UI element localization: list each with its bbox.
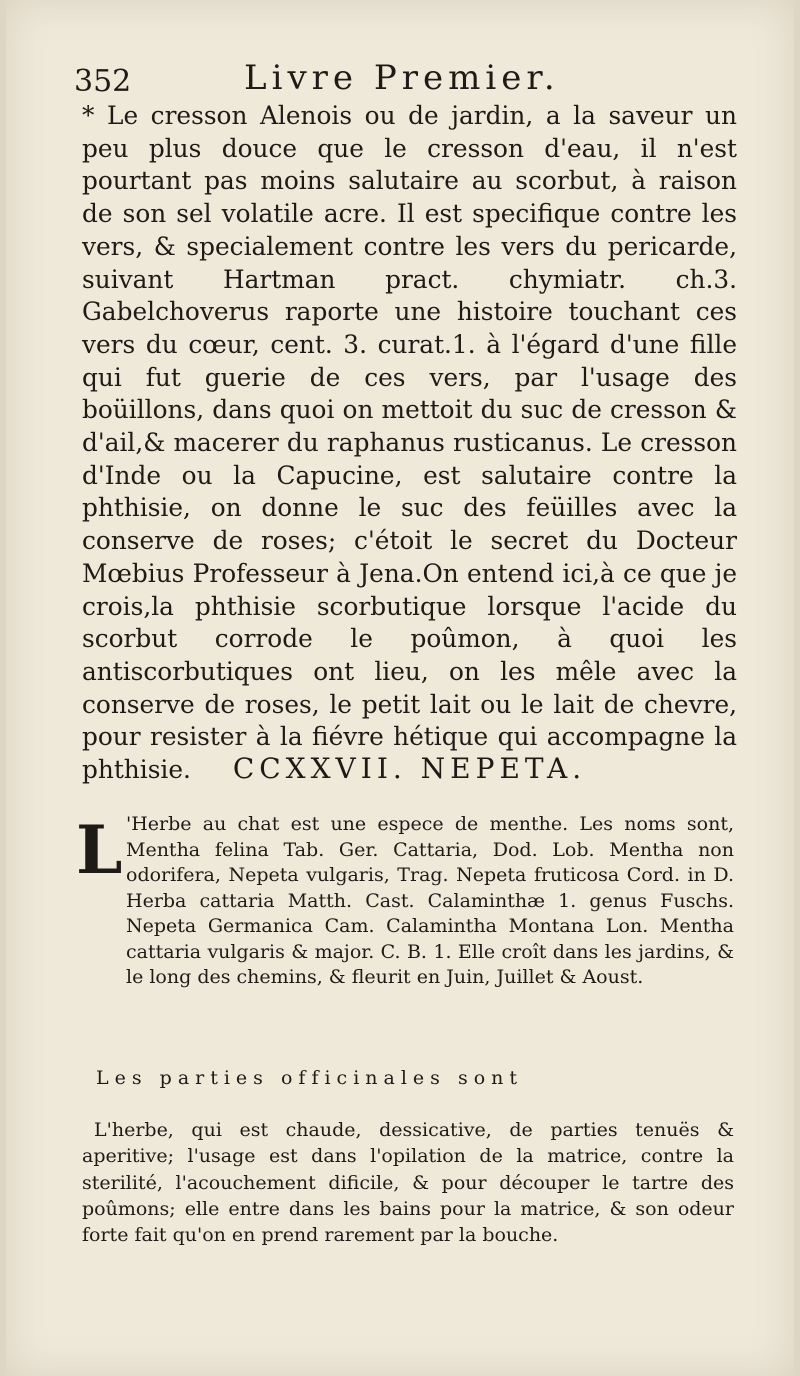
subheading-parties-officinales: Les parties officinales sont bbox=[96, 1067, 524, 1089]
running-title: Livre Premier. bbox=[244, 58, 560, 98]
paragraph-herbe: L'herbe, qui est chaude, dessicative, de parties tenuës & aperitive; l'usage est dans l'opilation de la matrice, contre la sterilité, l'acouchement dificile, & pour découper le tartre des poûmons; elle entre dans les bains pour la matrice, & son odeur forte fait qu'on en prend rarement par la bouche. bbox=[82, 1119, 734, 1247]
book-page bbox=[6, 0, 794, 1376]
drop-cap: L bbox=[76, 811, 123, 889]
page-number: 352 bbox=[74, 64, 132, 99]
section-heading: CCXXVII. NEPETA. bbox=[232, 752, 587, 785]
paragraph-nepeta: 'Herbe au chat est une espece de menthe. Les noms sont, Mentha felina Tab. Ger. Cattaria, Dod. Lob. Mentha non odorifera, Nepeta vulgaris, Trag. Nepeta fruticosa Cord. in D. Herba cattaria Matth. Cast. Calaminthæ 1. genus Fuschs. Nepeta Germanica Cam. Calamintha Montana Lon. Mentha cattaria vulgaris & major. C. B. 1. Elle croît dans les jardins, & le long des chemins, & fleurit en Juin, Juillet & Aoust. bbox=[126, 813, 734, 988]
paragraph-cresson: * Le cresson Alenois ou de jardin, a la saveur un peu plus douce que le cresson d'eau, il n'est pourtant pas moins salutaire au scorbut, à raison de son sel volatile acre. Il est specifique contre les vers, & specialement contre les vers du pericarde, suivant Hartman pract. chymiatr. ch.3. Gabelchoverus raporte une histoire touchant ces vers du cœur, cent. 3. curat.1. à l'égard d'une fille qui fut guerie de ces vers, par l'usage des boüillons, dans quoi on mettoit du suc de cresson & d'ail,& macerer du raphanus rusticanus. Le cresson d'Inde ou la Capucine, est salutaire contre la phthisie, on donne le suc des feüilles avec la conserve de roses; c'étoit le secret du Docteur Mœbius Professeur à Jena.On entend ici,à ce que je crois,la phthisie scorbutique lorsque l'acide du scorbut corrode le poûmon, à quoi les antiscorbutiques ont lieu, on les mêle avec la conserve de roses, le petit lait ou le lait de chevre, pour resister à la fiévre hétique qui accompagne la phthisie. bbox=[82, 101, 737, 785]
